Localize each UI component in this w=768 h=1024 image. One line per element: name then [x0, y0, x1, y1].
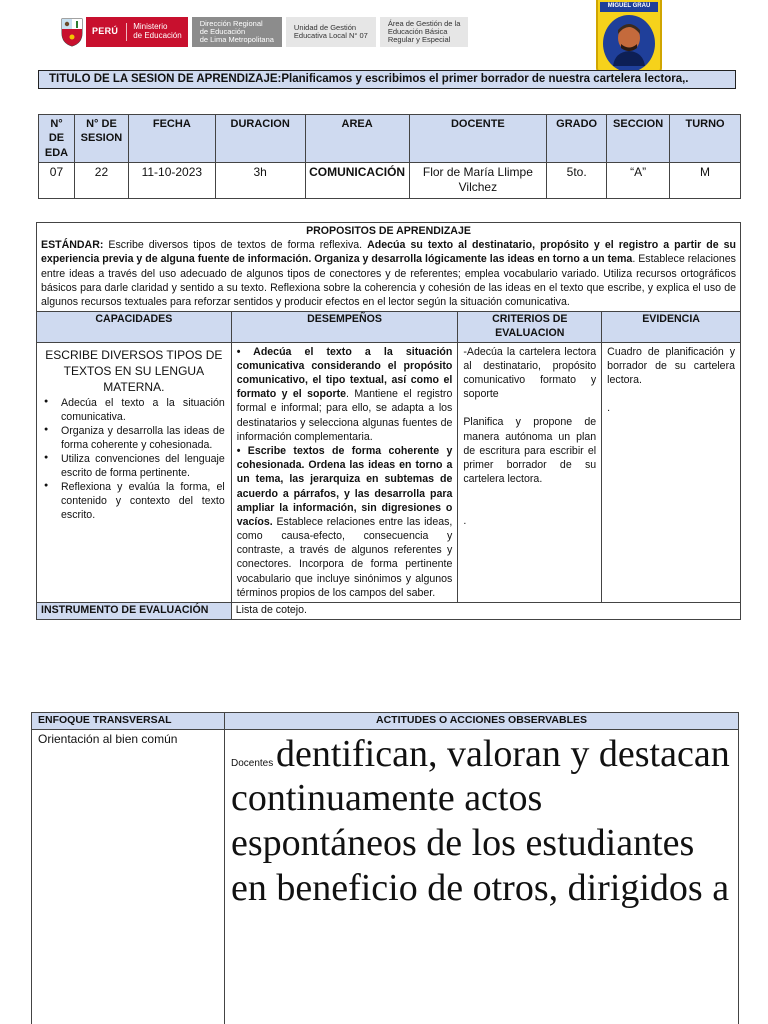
header-cell-duracion: DURACION — [215, 115, 305, 163]
estandar-part1: Escribe diversos tipos de textos de forma reflexiva. — [103, 239, 368, 252]
value-cell-duracion: 3h — [215, 162, 305, 198]
value-cell-turno: M — [670, 162, 741, 198]
ministerio-line2: de Educación — [133, 31, 182, 40]
value-cell-grado: 5to. — [547, 162, 607, 198]
desempeno-1-bold: Adecúa el texto a la situación comunicativa considerando el propósito comunicativo, el tipo textual, así como el formato y el soporte — [236, 345, 453, 401]
portrait-icon — [603, 15, 655, 72]
competencia-title: ESCRIBE DIVERSOS TIPOS DE TEXTOS EN SU LENGUA MATERNA. — [45, 347, 223, 395]
ministerio-line1: Ministerio — [133, 22, 168, 32]
dre-label — [200, 20, 274, 45]
school-badge-logo — [596, 0, 662, 74]
area-gestion-label — [388, 20, 461, 45]
estandar-cell — [37, 223, 741, 312]
estandar-label: ESTÁNDAR: — [41, 239, 104, 252]
school-badge-name: MIGUEL GRAU — [600, 2, 658, 12]
capacidades-cell — [37, 342, 232, 602]
dre-line1: Dirección Regional — [199, 18, 263, 28]
area-gestion-logo — [380, 17, 469, 47]
desempeno-1: • Adecúa el texto a la situación comunicativa considerando el propósito comunicativo, el tipo textual, así como el formato y el soporte. Mantiene el registro formal e informal; para ello, se adapta a los destinatarios y selecciona algunas fuentes de información complementaria. — [236, 345, 453, 443]
enfoque-header-row — [32, 713, 739, 730]
ugel-line2: Educativa Local N° 07 — [293, 31, 368, 40]
criterio-2: Planifica y propone de manera autónoma un plan de escritura para escribir el primer borrador de su cartelera lectora. — [463, 416, 597, 486]
value-cell-docente: Flor de María Llimpe Vilchez — [409, 162, 547, 198]
evidencia-1: Cuadro de planificación y borrador de su cartelera lectora. — [607, 345, 735, 387]
header-cell-docente: DOCENTE — [409, 115, 547, 163]
enfoque-body-row — [32, 729, 739, 1024]
dre-logo — [192, 17, 282, 47]
header-cell-grado: GRADO — [547, 115, 607, 163]
desempenos-cell — [231, 342, 458, 602]
desempeno-2-bold: Escribe textos de forma coherente y cohesionada. Ordena las ideas en torno a un tema, las jerarquiza en subtemas de acuerdo a párrafos, y las desarrolla para ampliar la información, sin digresiones o vacíos. — [236, 444, 453, 528]
estandar-row — [37, 223, 741, 312]
peru-label: PERÚ — [92, 26, 119, 37]
list-item: ● Adecúa el texto a la situación comunicativa. — [43, 397, 225, 425]
instrumento-value: Lista de cotejo. — [231, 603, 740, 620]
dre-line2: de Educación — [199, 26, 246, 36]
value-cell-sesion: 22 — [74, 162, 128, 198]
area-line3: Regular y Especial — [387, 35, 451, 45]
ministerio-label — [126, 23, 181, 41]
desempeno-1-rest: . Mantiene el registro formal e informal; para ello, se adapta a los destinatarios y selecciona algunas fuentes de información complementaria. — [236, 388, 453, 443]
propositos-body-row — [37, 342, 741, 602]
evidencia-cell — [602, 342, 741, 602]
dre-line3: de Lima Metropolitana — [199, 35, 274, 45]
estandar-bold: Adecúa su texto al destinatario, propósito y el registro a partir de su experiencia previa y de alguna fuente de información. Organiza y desarrolla lógicamente las ideas en torno a un tema — [41, 239, 736, 266]
criterios-header: CRITERIOS DE EVALUACION — [458, 312, 602, 343]
propositos-title: PROPOSITOS DE APRENDIZAJE — [306, 225, 471, 237]
header-cell-sesion: N° DE SESION — [74, 115, 128, 163]
capacidades-list — [43, 397, 225, 523]
propositos-header-row — [37, 312, 741, 343]
evidencia-2: . — [607, 402, 611, 415]
header-logos — [58, 16, 468, 48]
estandar-text — [41, 238, 736, 309]
enfoque-name: Orientación al bien común — [32, 729, 225, 1024]
info-value-row — [39, 162, 741, 198]
criterio-3: . — [463, 515, 467, 528]
list-item: ● Organiza y desarrolla las ideas de forma coherente y cohesionada. — [43, 425, 225, 453]
session-info-table — [38, 114, 741, 199]
enfoque-header: ENFOQUE TRANSVERSAL — [32, 713, 225, 730]
value-cell-area: COMUNICACIÓN — [305, 162, 409, 198]
estandar-part2: . Establece relaciones entre ideas a través del uso adecuado de algunos tipos de conectores y de referentes; emplea vocabulario variado. Utiliza recursos ortográficos básicos para darle claridad y sentido a su texto. Reflexiona sobre la coherencia y cohesión de las ideas en el texto que escribe, y explica el uso de algunos recursos textuales para reforzar sentidos y producir efectos en el lector según la situación comunicativa. — [41, 253, 736, 308]
header-cell-turno: TURNO — [670, 115, 741, 163]
peru-coat-of-arms-icon — [58, 16, 86, 48]
area-line2: Educación Básica — [387, 26, 448, 36]
header-cell-seccion: SECCION — [607, 115, 670, 163]
evidencia-header: EVIDENCIA — [602, 312, 741, 343]
ugel-label — [294, 24, 368, 41]
header-cell-area: AREA — [305, 115, 409, 163]
info-header-row — [39, 115, 741, 163]
header-cell-eda: N° DE EDA — [39, 115, 75, 163]
list-item: ● Utiliza convenciones del lenguaje escrito de forma pertinente. — [43, 453, 225, 481]
capacidades-header: CAPACIDADES — [37, 312, 232, 343]
criterios-cell — [458, 342, 602, 602]
enfoque-table — [31, 712, 739, 1024]
actitud-small: Docentes — [231, 757, 277, 769]
desempenos-header: DESEMPEÑOS — [231, 312, 458, 343]
header-cell-fecha: FECHA — [128, 115, 215, 163]
ugel-logo — [286, 17, 376, 47]
desempeno-2-rest: Establece relaciones entre las ideas, como causa-efecto, consecuencia y contraste, a través de algunos referentes y conectores. Incorpora de forma pertinente vocabulario que incluye sinónimos y algunos términos propios de los campos del saber. — [236, 515, 453, 599]
value-cell-fecha: 11-10-2023 — [128, 162, 215, 198]
ugel-line1: Unidad de Gestión — [293, 22, 357, 32]
area-line1: Área de Gestión de la — [387, 18, 461, 28]
instrumento-label: INSTRUMENTO DE EVALUACIÓN — [37, 603, 232, 620]
value-cell-eda: 07 — [39, 162, 75, 198]
value-cell-seccion: “A” — [607, 162, 670, 198]
actitud-big: dentifican, valoran y destacan continuamente actos espontáneos de los estudiantes en beneficio de otros, dirigidos a — [231, 732, 730, 910]
desempeno-2: • Escribe textos de forma coherente y cohesionada. Ordena las ideas en torno a un tema, las jerarquiza en subtemas de acuerdo a párrafos, y las desarrolla para ampliar la información, sin digresiones o vacíos. Establece relaciones entre las ideas, como causa-efecto, consecuencia y contraste, a través de algunos referentes y conectores. Incorpora de forma pertinente vocabulario que incluye sinónimos y algunos términos propios de los campos del saber. — [236, 444, 453, 599]
peru-ministerio-logo — [86, 17, 188, 47]
session-title: TITULO DE LA SESION DE APRENDIZAJE:Planificamos y escribimos el primer borrador de nuestra cartelera lectora,. — [38, 70, 736, 89]
actitudes-header: ACTITUDES O ACCIONES OBSERVABLES — [225, 713, 739, 730]
list-item: ● Reflexiona y evalúa la forma, el contenido y contexto del texto escrito. — [43, 481, 225, 523]
criterio-1: -Adecúa la cartelera lectora al destinatario, propósito comunicativo formato y soporte — [463, 345, 597, 401]
propositos-table — [36, 222, 741, 620]
instrumento-row — [37, 603, 741, 620]
actitud-cell — [225, 729, 739, 1024]
